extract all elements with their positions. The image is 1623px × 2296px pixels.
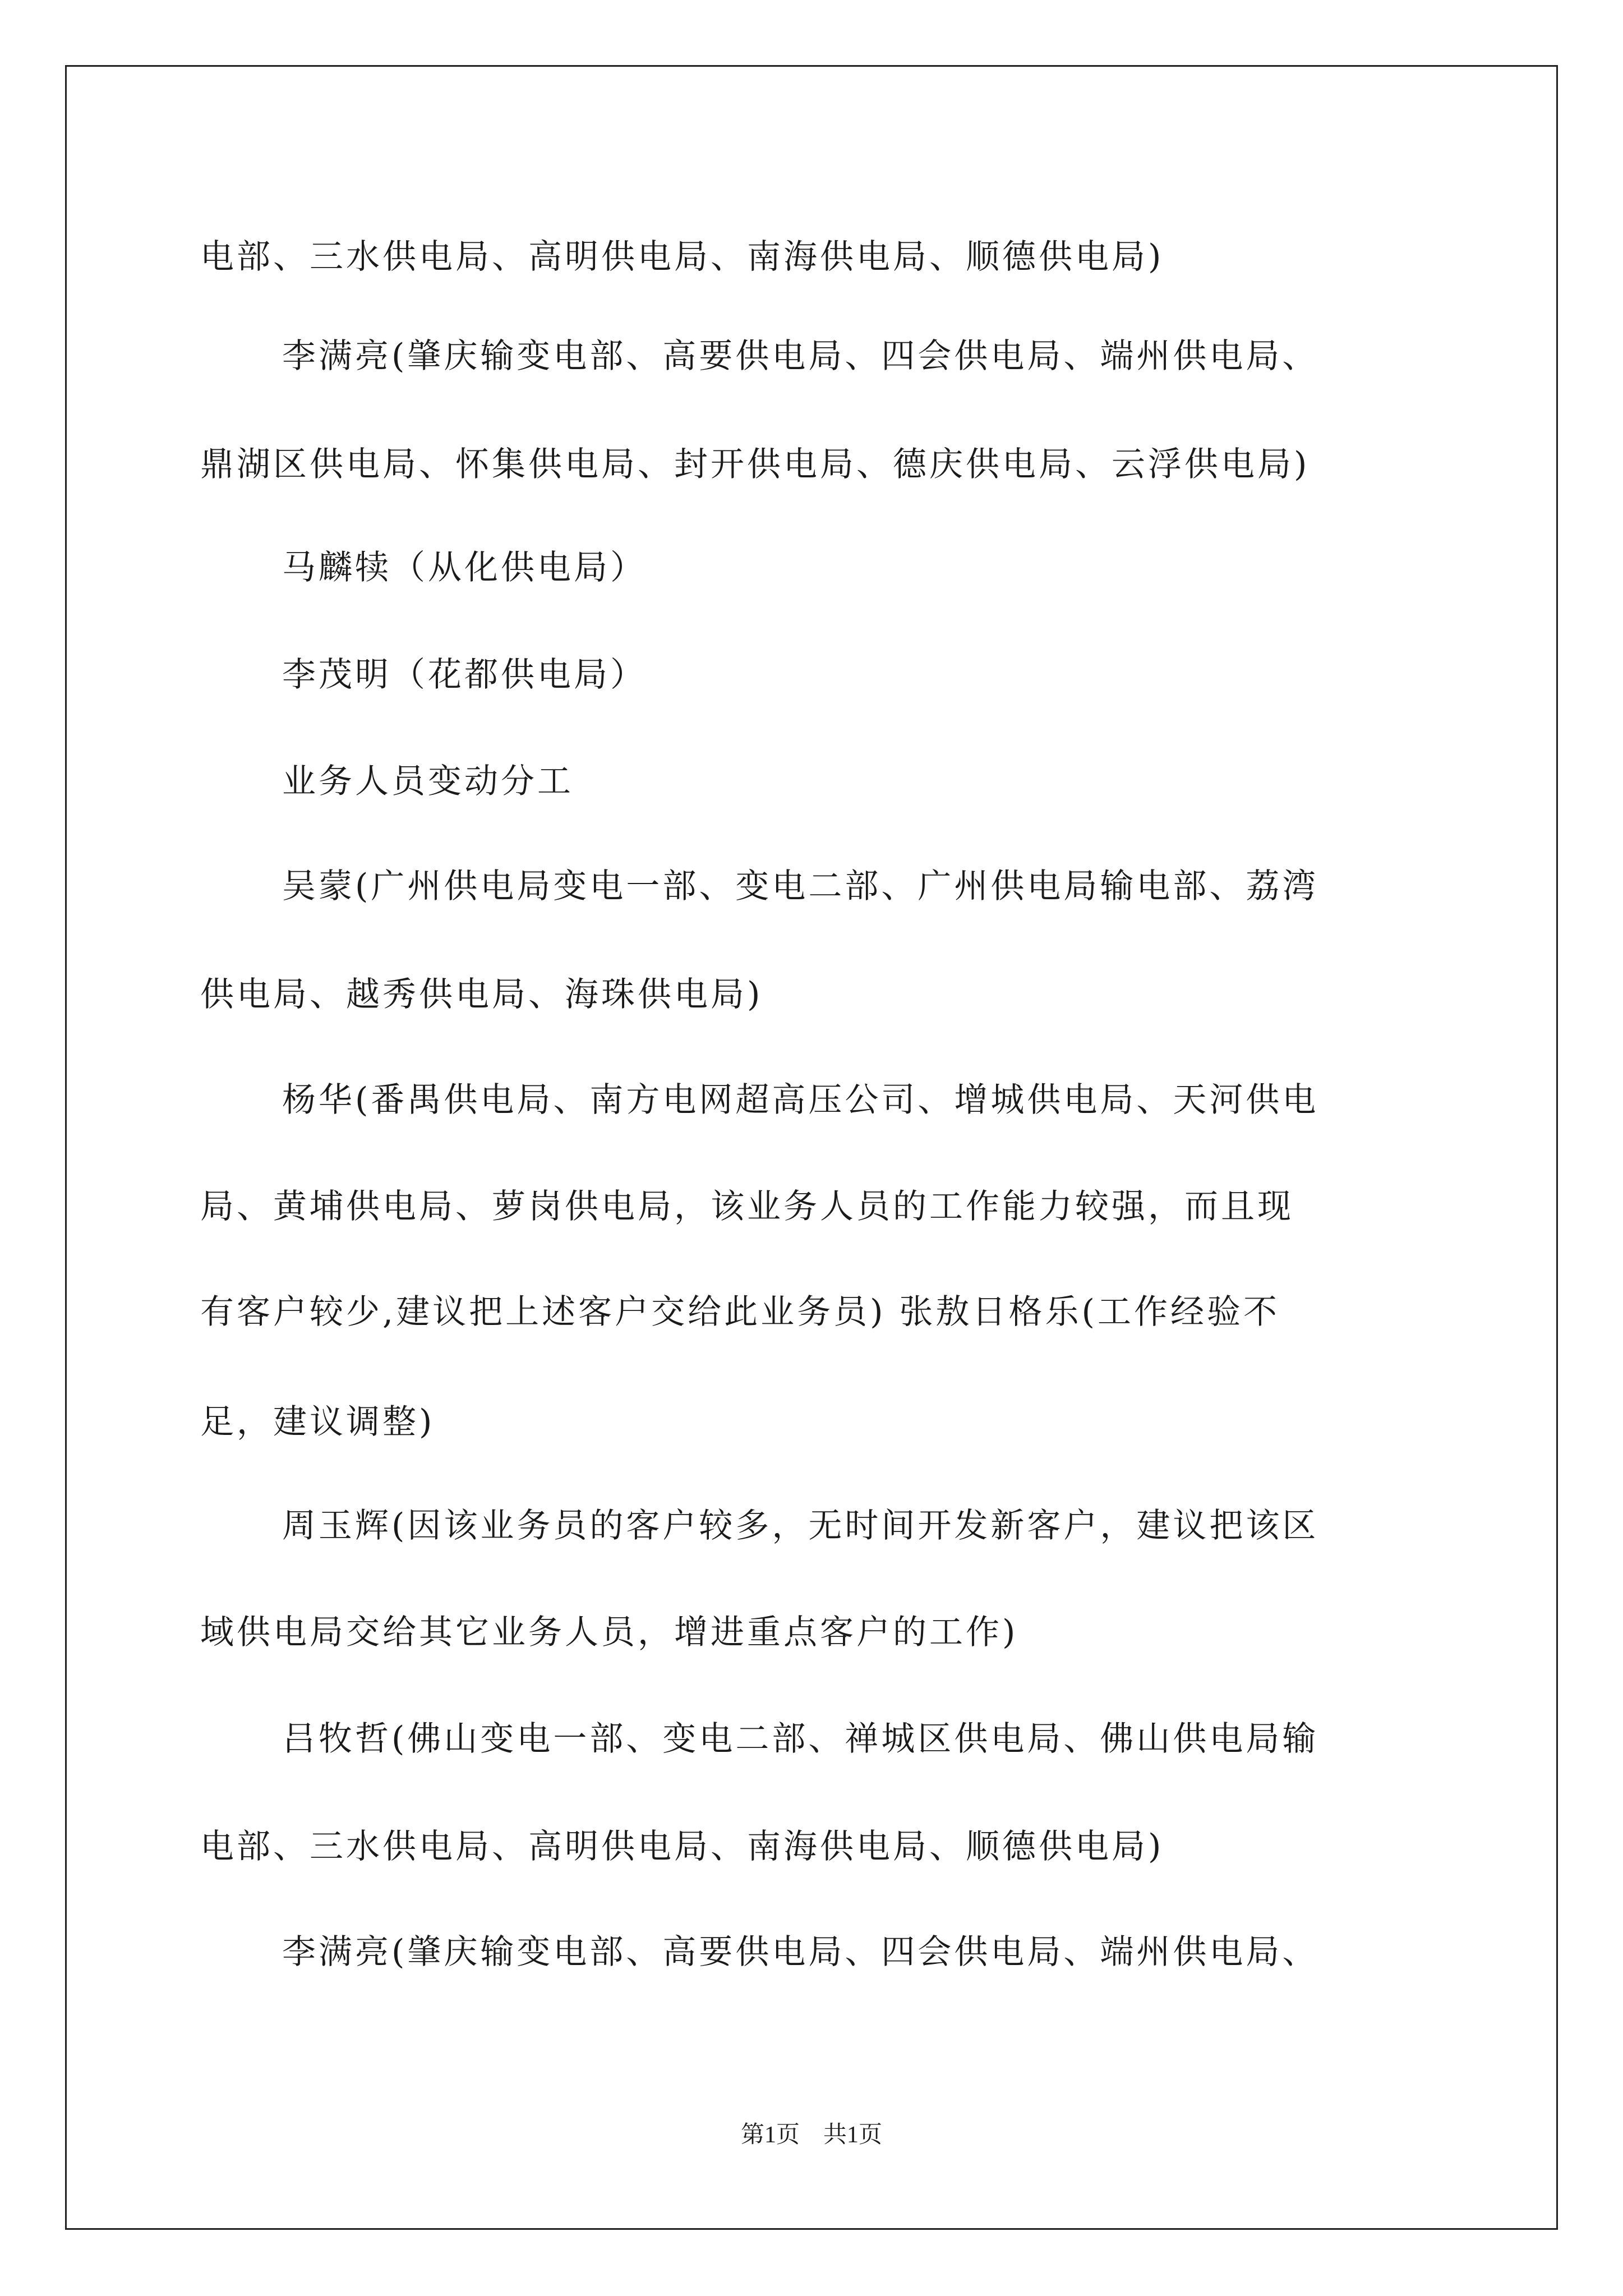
- text-line: 局、黄埔供电局、萝岗供电局，该业务人员的工作能力较强，而且现: [200, 1187, 1294, 1226]
- text-line: 业务人员变动分工: [282, 762, 574, 801]
- text-line: 供电局、越秀供电局、海珠供电局): [200, 975, 763, 1014]
- text-line: 李满亮(肇庆输变电部、高要供电局、四会供电局、端州供电局、: [282, 337, 1319, 376]
- text-line: 周玉辉(因该业务员的客户较多，无时间开发新客户，建议把该区: [282, 1506, 1319, 1545]
- text-line: 鼎湖区供电局、怀集供电局、封开供电局、德庆供电局、云浮供电局): [200, 445, 1310, 484]
- text-line: 电部、三水供电局、高明供电局、南海供电局、顺德供电局): [200, 1827, 1164, 1866]
- text-line: 李满亮(肇庆输变电部、高要供电局、四会供电局、端州供电局、: [282, 1932, 1319, 1972]
- text-line: 吴蒙(广州供电局变电一部、变电二部、广州供电局输电部、荔湾: [282, 867, 1319, 906]
- text-line: 电部、三水供电局、高明供电局、南海供电局、顺德供电局): [200, 237, 1164, 277]
- text-line: 杨华(番禺供电局、南方电网超高压公司、增城供电局、天河供电: [282, 1080, 1319, 1120]
- page-footer: [0, 2119, 1623, 2151]
- page-border: [65, 65, 1558, 2230]
- text-line: 李茂明（花都供电局）: [282, 655, 647, 694]
- text-line: 域供电局交给其它业务人员，增进重点客户的工作): [200, 1613, 1018, 1652]
- text-line: 马麟犊（从化供电局）: [282, 548, 647, 587]
- page-number: 第1页: [740, 2122, 800, 2148]
- page-total: 共1页: [823, 2122, 883, 2148]
- text-line: 足，建议调整): [200, 1402, 435, 1442]
- text-line: 吕牧哲(佛山变电一部、变电二部、禅城区供电局、佛山供电局输: [282, 1719, 1319, 1759]
- text-line: 有客户较少,建议把上述客户交给此业务员) 张敖日格乐(工作经验不: [200, 1292, 1280, 1332]
